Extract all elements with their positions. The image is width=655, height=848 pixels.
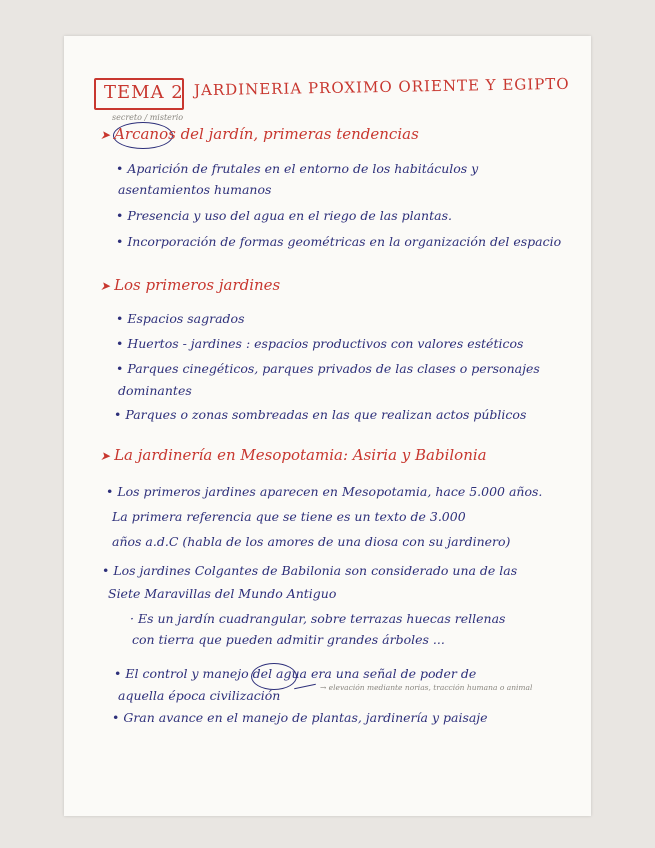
notebook-page bbox=[64, 36, 591, 816]
list-item: • Presencia y uso del agua en el riego de las plantas. bbox=[116, 208, 452, 223]
annotation-line bbox=[294, 684, 316, 690]
sub-list-item: · Es un jardín cuadrangular, sobre terrazas huecas rellenas bbox=[130, 611, 506, 626]
list-item: • Incorporación de formas geométricas en la organización del espacio bbox=[116, 234, 562, 249]
list-item: • Gran avance en el manejo de plantas, jardinería y paisaje bbox=[112, 710, 488, 725]
list-item-continued: Siete Maravillas del Mundo Antiguo bbox=[108, 586, 337, 601]
annotation-agua-note: → elevación mediante norias, tracción humana o animal bbox=[320, 683, 533, 692]
list-item: • Aparición de frutales en el entorno de los habitáculos y bbox=[116, 161, 479, 176]
list-item-continued: años a.d.C (habla de los amores de una diosa con su jardinero) bbox=[112, 534, 511, 549]
list-item-continued: aquella época civilización bbox=[118, 688, 281, 703]
list-item-continued: dominantes bbox=[118, 383, 192, 398]
section-heading-3 bbox=[100, 448, 487, 463]
section-heading-text: Los primeros jardines bbox=[114, 276, 281, 294]
page-title: JARDINERIA PROXIMO ORIENTE Y EGIPTO bbox=[193, 74, 570, 100]
list-item: • Espacios sagrados bbox=[116, 311, 245, 326]
section-heading-text: La jardinería en Mesopotamia: Asiria y Babilonia bbox=[114, 446, 487, 464]
topic-number: TEMA 2 bbox=[104, 82, 184, 103]
arrow-bullet-icon: ➤ bbox=[100, 128, 111, 142]
list-item: • Los primeros jardines aparecen en Mesopotamia, hace 5.000 años. bbox=[106, 484, 543, 499]
list-item-continued: La primera referencia que se tiene es un texto de 3.000 bbox=[112, 509, 466, 524]
list-item: • Parques o zonas sombreadas en las que realizan actos públicos bbox=[114, 407, 527, 422]
section-heading-2 bbox=[100, 278, 280, 293]
section-heading-1 bbox=[100, 127, 419, 142]
arrow-bullet-icon: ➤ bbox=[100, 449, 111, 463]
list-item: • El control y manejo del agua era una señal de poder de bbox=[114, 666, 477, 681]
list-item: • Parques cinegéticos, parques privados de las clases o personajes bbox=[116, 361, 540, 376]
sub-list-item-continued: con tierra que pueden admitir grandes árboles ... bbox=[132, 632, 445, 647]
list-item: • Los jardines Colgantes de Babilonia son considerado una de las bbox=[102, 563, 518, 578]
arrow-bullet-icon: ➤ bbox=[100, 279, 111, 293]
section-heading-text: Arcanos del jardín, primeras tendencias bbox=[114, 125, 419, 143]
margin-note-secreto: secreto / misterio bbox=[112, 113, 184, 122]
list-item-continued: asentamientos humanos bbox=[118, 182, 272, 197]
list-item: • Huertos - jardines : espacios productivos con valores estéticos bbox=[116, 336, 524, 351]
